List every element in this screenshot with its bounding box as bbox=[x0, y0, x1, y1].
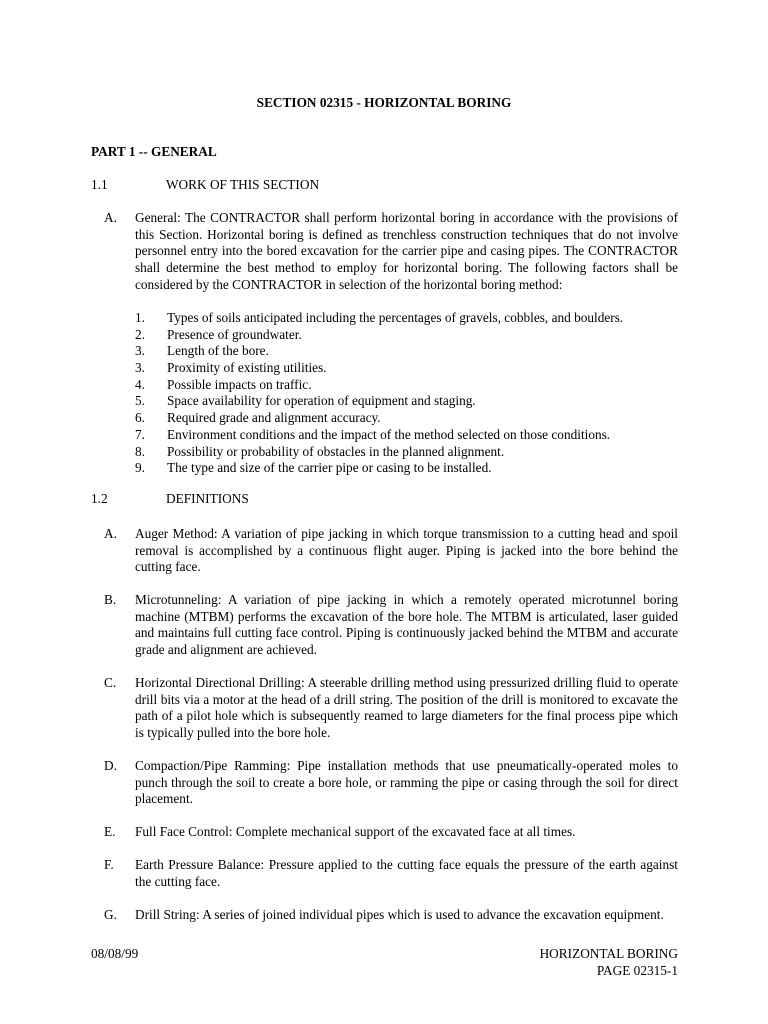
definition-letter: E. bbox=[104, 824, 116, 839]
definition-text: Earth Pressure Balance: Pressure applied to the cutting face equals the pressure of the earth against the cutting face. bbox=[135, 857, 678, 889]
paragraph-letter: A. bbox=[104, 210, 117, 225]
list-item bbox=[135, 310, 680, 327]
definition-text: Drill String: A series of joined individual pipes which is used to advance the excavation equipment. bbox=[135, 907, 664, 922]
list-item bbox=[135, 360, 680, 377]
list-number: 3. bbox=[135, 343, 145, 359]
definition-text: Horizontal Directional Drilling: A steerable drilling method using pressurized drilling fluid to operate drill bits via a motor at the head of a drill string. The position of the drill is monitored to excavate the path of a pilot hole which is subsequently reamed to large diameters for the final process pipe which is typically pulled into the bore hole. bbox=[135, 675, 678, 741]
definition-text: Compaction/Pipe Ramming: Pipe installation methods that use pneumatically-operated moles to punch through the soil to create a bore hole, or ramming the pipe or casing through the soil for direct placement. bbox=[135, 758, 678, 807]
list-text: Possibility or probability of obstacles in the planned alignment. bbox=[167, 443, 505, 459]
list-item bbox=[135, 377, 680, 394]
list-number: 2. bbox=[135, 326, 145, 342]
section-number-1-1: 1.1 bbox=[91, 177, 108, 192]
section-title: SECTION 02315 - HORIZONTAL BORING bbox=[256, 95, 512, 110]
paragraph-general bbox=[104, 210, 678, 294]
definition-letter: B. bbox=[104, 592, 117, 607]
list-number: 4. bbox=[135, 376, 145, 392]
part-heading: PART 1 -- GENERAL bbox=[91, 144, 217, 159]
list-number: 5. bbox=[135, 393, 145, 409]
section-number-1-2: 1.2 bbox=[91, 491, 108, 506]
definition-text: Microtunneling: A variation of pipe jacking in which a remotely operated microtunnel boring machine (MTBM) performs the excavation of the bore hole. The MTBM is articulated, laser guided and maintains full cutting face control. Piping is continuously jacked behind the MTBM and accurate grade and alignment are achieved. bbox=[135, 592, 678, 658]
list-text: Length of the bore. bbox=[167, 343, 269, 359]
list-item bbox=[135, 427, 680, 444]
paragraph-text: General: The CONTRACTOR shall perform horizontal boring in accordance with the provisions of this Section. Horizontal boring is defined as trenchless construction techniques that do not involve personnel entry into the bored excavation for the carrier pipe and casing pipes. The CONTRACTOR shall determine the best method to employ for horizontal boring. The following factors shall be considered by the CONTRACTOR in selection of the horizontal boring method: bbox=[135, 210, 678, 292]
footer-section-name: HORIZONTAL BORING bbox=[539, 946, 678, 961]
list-item bbox=[135, 410, 680, 427]
list-text: Types of soils anticipated including the percentages of gravels, cobbles, and boulders. bbox=[167, 310, 624, 325]
footer-page-number: PAGE 02315-1 bbox=[596, 962, 678, 978]
list-item bbox=[135, 393, 680, 410]
definition-letter: F. bbox=[104, 857, 114, 872]
list-item bbox=[135, 343, 680, 360]
list-number: 6. bbox=[135, 410, 145, 426]
list-text: The type and size of the carrier pipe or casing to be installed. bbox=[167, 460, 492, 476]
footer-right bbox=[540, 946, 678, 979]
section-heading-1-1: WORK OF THIS SECTION bbox=[166, 177, 320, 192]
list-text: Proximity of existing utilities. bbox=[167, 360, 327, 376]
list-text: Required grade and alignment accuracy. bbox=[167, 410, 381, 426]
factors-list bbox=[135, 310, 680, 477]
list-text: Space availability for operation of equipment and staging. bbox=[167, 393, 476, 409]
list-number: 3. bbox=[135, 360, 145, 376]
list-text: Possible impacts on traffic. bbox=[167, 376, 312, 392]
footer-date: 08/08/99 bbox=[91, 946, 139, 961]
list-item bbox=[135, 444, 680, 461]
section-heading-1-2: DEFINITIONS bbox=[166, 491, 249, 506]
list-number: 7. bbox=[135, 426, 145, 442]
definition-text: Full Face Control: Complete mechanical support of the excavated face at all times. bbox=[135, 824, 576, 839]
definition-letter: G. bbox=[104, 907, 117, 922]
definition-letter: A. bbox=[104, 526, 117, 541]
definition-letter: C. bbox=[104, 675, 117, 690]
list-item bbox=[135, 460, 680, 477]
list-number: 1. bbox=[135, 310, 145, 325]
list-text: Presence of groundwater. bbox=[167, 326, 302, 342]
list-number: 8. bbox=[135, 443, 145, 459]
definition-letter: D. bbox=[104, 758, 117, 773]
list-text: Environment conditions and the impact of the method selected on those conditions. bbox=[167, 426, 611, 442]
list-item bbox=[135, 327, 680, 344]
list-number: 9. bbox=[135, 460, 145, 476]
definition-text: Auger Method: A variation of pipe jacking in which torque transmission to a cutting head and spoil removal is accomplished by a continuous flight auger. Piping is jacked into the bore behind the cutting face. bbox=[135, 526, 678, 575]
